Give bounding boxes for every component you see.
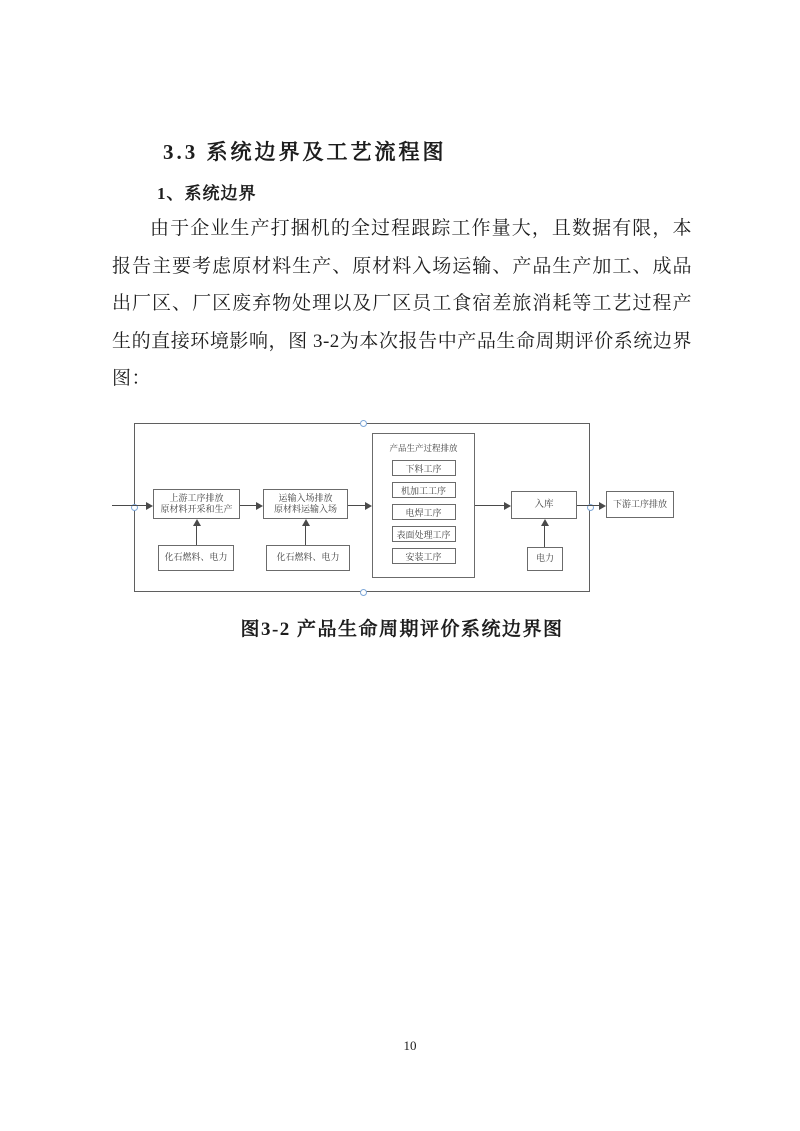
process-step-box: 安装工序 xyxy=(392,548,456,564)
warehouse-to-downstream-arrow xyxy=(577,505,599,506)
upstream-process-box xyxy=(153,489,240,519)
paragraph-line: 出厂区、厂区废弃物处理以及厂区员工食宿差旅消耗等工艺过程产 xyxy=(112,293,692,314)
process-step-box: 表面处理工序 xyxy=(392,526,456,542)
production-process-container xyxy=(372,433,475,578)
production-to-warehouse-arrow xyxy=(475,505,504,506)
warehouse-box: 入库 xyxy=(511,491,577,519)
fossil-fuel-mid-box: 化石燃料、电力 xyxy=(266,545,350,571)
paragraph-line: 图： xyxy=(112,368,152,389)
upstream-process-label-line2: 原材料开采和生产 xyxy=(160,504,233,514)
subsection-heading: 1、系统边界 xyxy=(157,184,257,203)
process-step-box: 机加工工序 xyxy=(392,482,456,498)
paragraph-line: 报告主要考虑原材料生产、原材料入场运输、产品生产加工、成品 xyxy=(112,255,692,277)
selection-handle-bottom-icon[interactable] xyxy=(360,589,367,596)
transport-to-production-arrow xyxy=(348,505,365,506)
transport-process-box xyxy=(263,489,348,519)
fossil-mid-up-arrow xyxy=(305,526,306,545)
input-flow-arrow xyxy=(112,505,146,506)
process-step-box: 下料工序 xyxy=(392,460,456,476)
electricity-box: 电力 xyxy=(527,547,563,571)
selection-handle-top-icon[interactable] xyxy=(360,420,367,427)
process-step-box: 电焊工序 xyxy=(392,504,456,520)
transport-process-label-line2: 原材料运输入场 xyxy=(273,504,337,514)
system-boundary-diagram xyxy=(130,418,690,603)
body-paragraph xyxy=(112,210,692,398)
transport-process-label-line1: 运输入场排放 xyxy=(278,492,333,503)
upstream-to-transport-arrow xyxy=(240,505,256,506)
fossil-fuel-left-box: 化石燃料、电力 xyxy=(158,545,234,571)
electricity-up-arrow xyxy=(544,526,545,547)
upstream-process-label-line1: 上游工序排放 xyxy=(169,492,224,503)
paragraph-line: 由于企业生产打捆机的全过程跟踪工作量大，且数据有限，本 xyxy=(150,218,692,239)
figure-caption: 图3-2 产品生命周期评价系统边界图 xyxy=(240,619,564,640)
production-step-list xyxy=(373,460,474,564)
production-process-title: 产品生产过程排放 xyxy=(389,443,458,453)
section-heading: 3.3 系统边界及工艺流程图 xyxy=(163,140,447,164)
page-number: 10 xyxy=(403,1038,417,1053)
downstream-process-box: 下游工序排放 xyxy=(606,491,674,518)
paragraph-line: 生的直接环境影响，图 3-2为本次报告中产品生命周期评价系统边界 xyxy=(112,330,692,352)
fossil-left-up-arrow xyxy=(196,526,197,545)
